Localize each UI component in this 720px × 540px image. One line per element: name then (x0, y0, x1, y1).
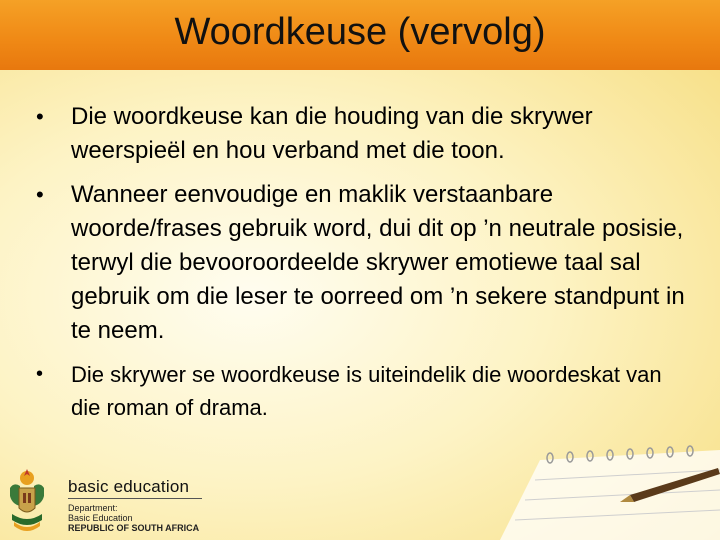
logo-department (68, 503, 199, 533)
bullet-text: Die skrywer se woordkeuse is uiteindelik die woordeskat van die roman of drama. (71, 362, 662, 420)
bullet-list (36, 100, 696, 434)
department-logo (0, 462, 220, 540)
bullet-item (36, 178, 696, 348)
coat-of-arms-icon (2, 466, 52, 538)
logo-name: basic education (68, 477, 190, 496)
bullet-marker: • (36, 182, 44, 207)
logo-dept-line: REPUBLIC OF SOUTH AFRICA (68, 523, 200, 533)
logo-dept-line: Basic Education (68, 513, 133, 523)
bullet-item (36, 358, 696, 424)
logo-divider (68, 498, 202, 499)
logo-dept-line: Department: (68, 503, 118, 513)
bullet-text: Wanneer eenvoudige en maklik verstaanbare woorde/frases gebruik word, dui dit op ’n neutrale posisie, terwyl die bevooroordeelde skrywer emotiewe taal sal gebruik om die leser te oorreed om ’n sekere standpunt in te neem. (71, 181, 685, 344)
bullet-marker: • (36, 104, 44, 129)
bullet-marker: • (36, 363, 44, 385)
slide-title: Woordkeuse (vervolg) (174, 11, 546, 53)
pen-and-notebook-image (480, 440, 720, 540)
bullet-item (36, 100, 696, 168)
bullet-text: Die woordkeuse kan die houding van die skrywer weerspieël en hou verband met die toon. (71, 103, 593, 164)
